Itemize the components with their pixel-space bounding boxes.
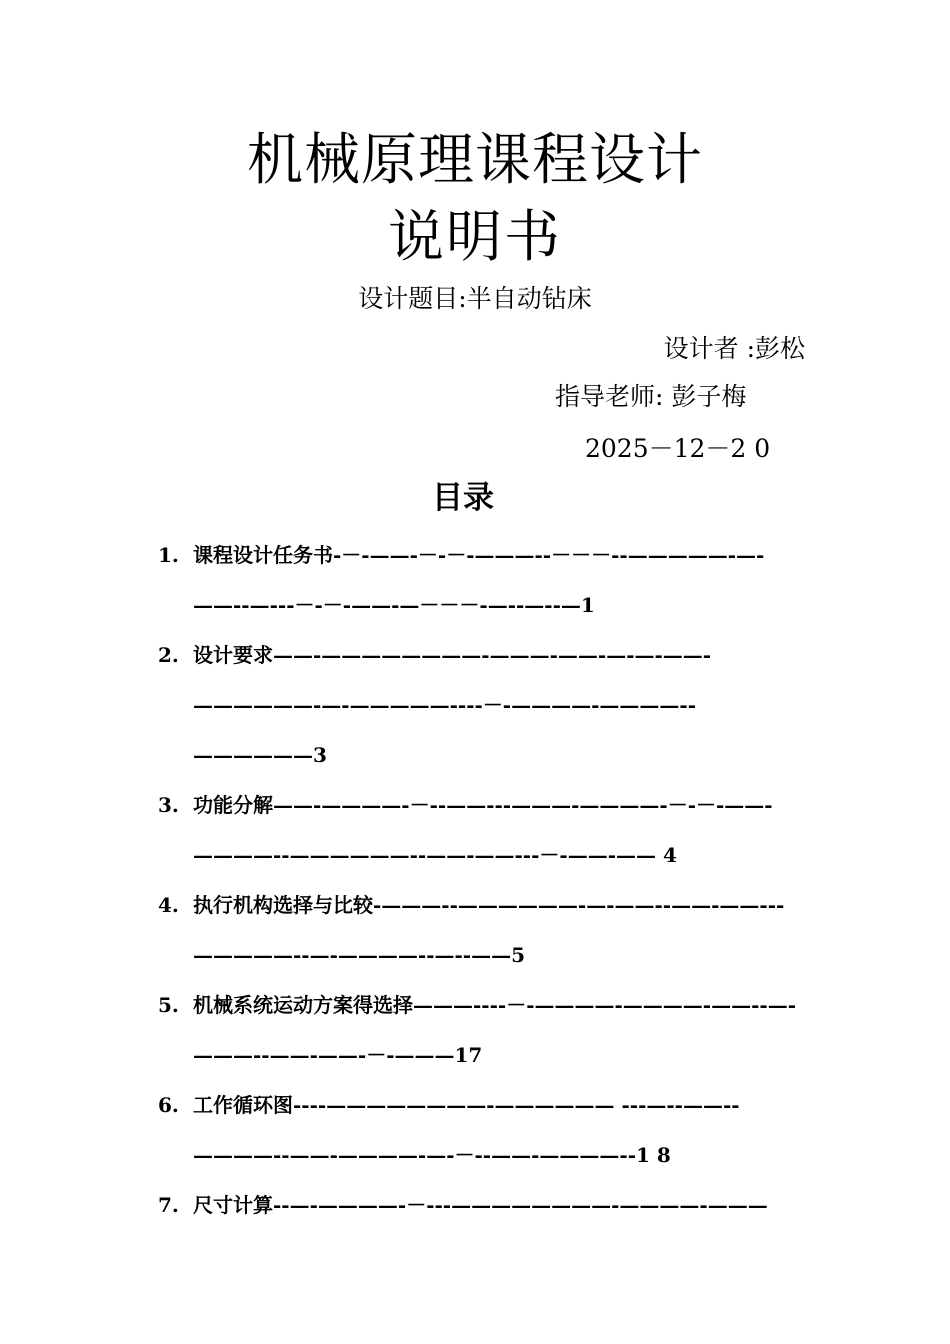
toc-item [0,980,950,1080]
toc-item-number: 4. [158,893,179,917]
design-topic: 设计题目:半自动钻床 [358,284,592,313]
toc-item-text: 机械系统运动方案得选择———----－-————-————-——--—-———--——-——-－-———17 [193,993,797,1067]
toc-item-text: 执行机构选择与比较-———--——————-—-——--——-——---—————--—-————--—--——5 [193,893,785,967]
toc-item-number: 3. [158,793,179,817]
toc-heading: 目录 [432,480,494,516]
toc-item [0,530,950,630]
toc-item-text: 功能分解——-————-－--——---———-————-－-－-——-————--——————--——-——---－-——-—— 4 [193,793,773,867]
document-title: 机械原理课程设计 [247,128,703,193]
toc-item [0,630,950,780]
toc-item [0,780,950,880]
toc-item-number: 1. [158,543,179,567]
toc-item-text: 设计要求——-————————-———-——-—-—-——-——————-—-—————----－-————-————--——————3 [193,643,712,767]
advisor-line: 指导老师: 彭子梅 [555,382,747,411]
toc-item-number: 2. [158,643,179,667]
toc-item-number: 6. [158,1093,179,1117]
designer-line: 设计者 :彭松 [663,334,805,363]
document-subtitle: 说明书 [388,205,562,270]
toc-item-text: 工作循环图----————————-—————— ---—--——--————--——-————-—-－--——-————--1 8 [193,1093,740,1167]
toc-item [0,1180,950,1230]
toc-item-text: 课程设计任务书-－-——-－-－-———--－－－--—————-—-——--—---－-－-——-—－－－-—--—--—1 [193,543,765,617]
toc-item [0,880,950,980]
table-of-contents [0,530,950,1230]
toc-item-number: 5. [158,993,179,1017]
toc-item [0,1080,950,1180]
toc-item-number: 7. [158,1193,179,1217]
document-date: 2025－12－2 0 [585,434,771,463]
toc-item-text: 尺寸计算--—-————-－---————————-————-——— [193,1193,768,1217]
